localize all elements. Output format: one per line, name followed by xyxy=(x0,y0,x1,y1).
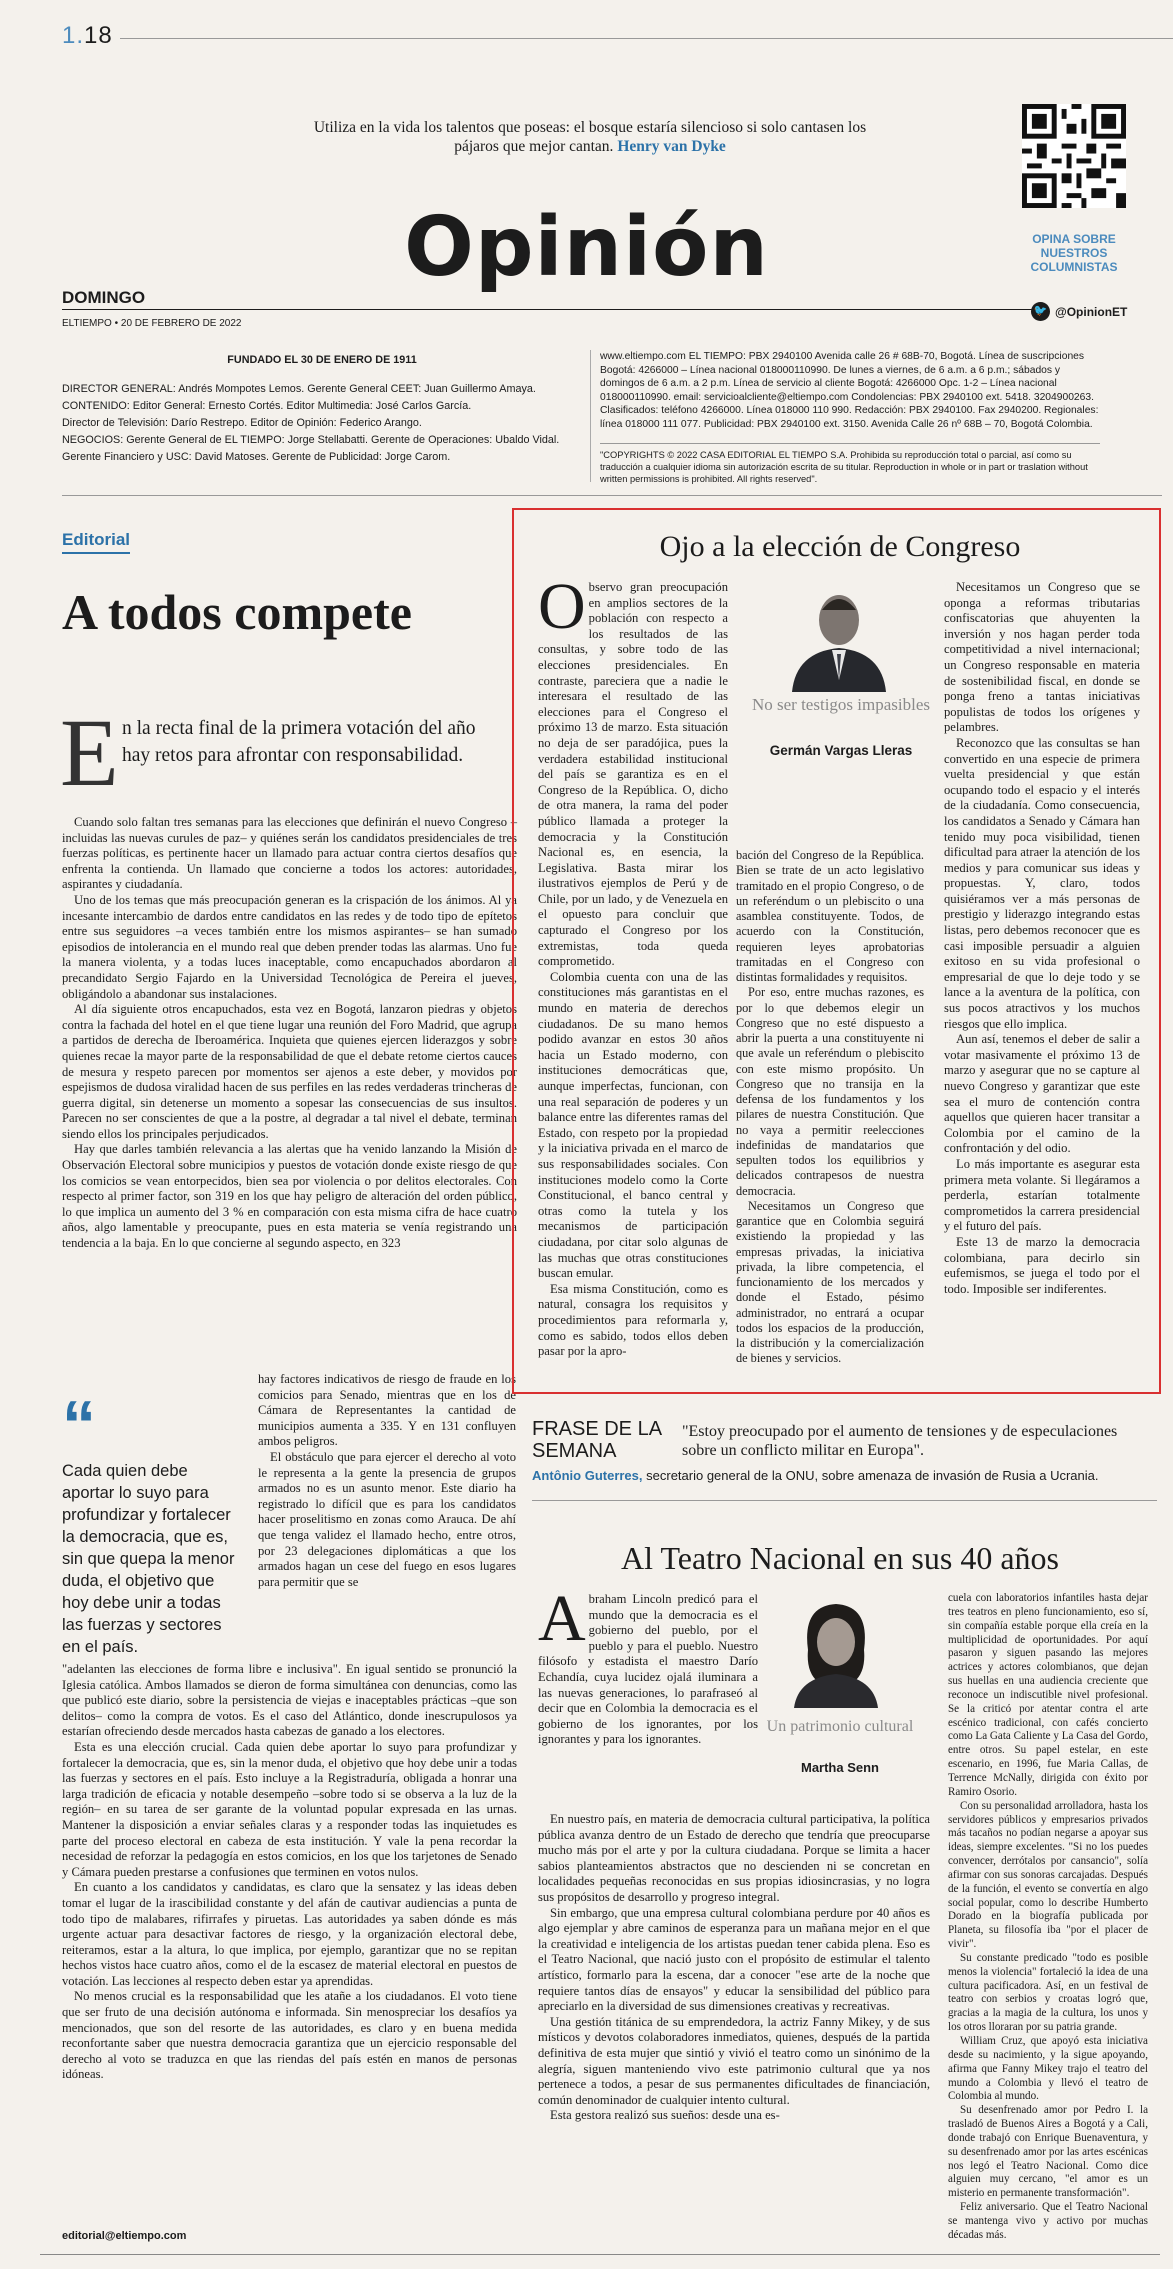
pull-quote-text: Cada quien debe aportar lo suyo para profundizar y fortalecer la democracia, que es, sin que quepa la menor duda, el objetivo que hoy debe unir a todas las fuerzas y sectores en el país. xyxy=(62,1462,235,1656)
paragraph: En cuanto a los candidatos y candidatas, es claro que la sensatez y las ideas deben tomar el lugar de la irascibilidad constante y del afán de cautivar audiencias a punta de todo tipo de malabares, rifirrafes y piruetas. Las autoridades ya saben dónde es más urgente actuar para desactivar factores de riesgo, y la organización electoral debe, reiteramos, estar a la altura, lo que implica, por ejemplo, garantizar que no se repitan hechos vistos hace cuatro años, como el de la escasez de material electoral en puestos de votación. Las lecciones al respecto deben estar ya aprendidas. xyxy=(62,1880,517,1988)
paragraph: Aun así, tenemos el deber de salir a votar masivamente el próximo 13 de marzo y asegurar que no se capture al nuevo Congreso y garantizar que este sea el muro de contención contra aquellos que quieren hacer transitar a Colombia por el camino de la confrontación y del odio. xyxy=(944,1032,1140,1156)
epigraph-text: Utiliza en la vida los talentos que poseas: el bosque estaría silencioso si solo cantasen los pájaros que mejor cantan. xyxy=(313,119,867,155)
qr-caption: OPINA SOBRE NUESTROS COLUMNISTAS xyxy=(1030,232,1118,274)
frase-source-name: Antônio Guterres, xyxy=(532,1468,643,1483)
epigraph-author: Henry van Dyke xyxy=(617,138,726,155)
qr-code[interactable] xyxy=(1022,104,1126,208)
staff-divider xyxy=(590,350,591,482)
pull-quote xyxy=(62,1387,242,1658)
staff-line: Director de Televisión: Darío Restrepo. Editor de Opinión: Federico Arango. xyxy=(62,417,422,429)
paragraph: bación del Congreso de la República. Bien se trate de un acto legislativo tramitado en el propio Congreso, o de un referéndum o un plebiscito o una asamblea constituyente. Todos, de acuerdo con la Constitución, requieren leyes aprobatorias tramitadas en el Congreso con distintas formalidades y requisitos. xyxy=(736,848,924,984)
editorial-drop-cap: E xyxy=(60,699,119,806)
column-title: Ojo a la elección de Congreso xyxy=(659,530,1021,563)
paragraph: cuela con laboratorios infantiles hasta dejar tres teatros en pleno funcionamiento, eso sí, sin compañía estable porque ella creía en la multiplicidad de oportunidades. Por aquí pasaron y siguen pasando las mejores actrices y actores colombianos, que dejan sus huellas en una audiencia creciente que reconoce un indiscutible nivel profesional. Se la criticó por atentar contra el arte escénico tradicional, con cafés concierto como La Gata Caliente y La Casa del Gordo, entre otros. Su papel estelar, en este escenario, en 1996, fue Maria Callas, de Terrence McNally, dirigida con éxito por Ramiro Osorio. xyxy=(948,1592,1148,1798)
editorial-title: A todos compete xyxy=(62,584,412,640)
paragraph: Esta gestora realizó sus sueños: desde una es- xyxy=(550,2108,780,2123)
paragraph: William Cruz, que apoyó esta iniciativa desde su nacimiento, y la sigue apoyando, afirma que Fanny Mikey trajo el teatro del mundo a Colombia y llevó el teatro de Colombia al mundo. xyxy=(948,2035,1148,2103)
founded-line: FUNDADO EL 30 DE ENERO DE 1911 xyxy=(227,354,417,366)
paragraph: Esta es una elección crucial. Cada quien debe aportar lo suyo para profundizar y fortalecer la democracia, que es, sin la menor duda, el objetivo que hoy debe unir a todas las fuerzas y sectores en el país. Esto incluye a la Registraduría, obligada a honrar una larga tradición de eficacia y notable desempeño –sobre todo si se observa a la luz de la región– en su tarea de ser garante de la voluntad popular expresada en las urnas. Mantener la disposición a enviar señales claras y a responder todas las inquietudes es parte del proceso electoral en cabeza de esta institución. Y vale la pena recordar la necesidad de reforzar la pedagogía en estos comicios, en los que los tarjetones de Senado y Cámara pueden prestarse a confusiones que terminen en votos nulos. xyxy=(62,1739,517,1879)
paragraph: No menos crucial es la responsabilidad que les atañe a los ciudadanos. El voto tiene que ser fruto de una decisión autónoma e informada. Sin menospreciar los desafíos ya mencionados, que son del resorte de las autoridades, es claro y en buena medida reconfortante saber que nuestra democracia garantiza que un ejercicio responsable del derecho al voto se traduzca en que las riendas del país estén en manos de personas idóneas. xyxy=(62,1989,517,2082)
staff-line: CONTENIDO: Editor General: Ernesto Cortés. Editor Multimedia: José Carlos García. xyxy=(62,400,472,412)
paragraph: Lo más importante es asegurar esta primera meta volante. Si llegáramos a perderla, estarían totalmente comprometidos la carrera presidencial y el futuro del país. xyxy=(944,1156,1140,1234)
paragraph: Con su personalidad arrolladora, hasta los servidores públicos y empresarios privados más tacaños no podían negarse a apoyar sus ideas, siempre excelentes. "Si no los puedes convencer, derrótalos por cansancio", solía afirmar con sus sonoras carcajadas. Después de la función, el evento se convertía en algo social popular, como lo describe Humberto Dorado en la biografía publicada por Planeta, su filosofía iba "por el placer de vivir". xyxy=(948,1799,1148,1951)
staff-line: DIRECTOR GENERAL: Andrés Mompotes Lemos. Gerente General CEET: Juan Guillermo Amaya. xyxy=(62,383,536,395)
paragraph: Colombia cuenta con una de las constituciones más garantistas en el mundo en materia de derechos ciudadanos. De su mano hemos podido avanzar en estos 30 años hacia un Estado moderno, con instituciones democráticas que, aunque imperfectas, funcionan, con una real separación de poderes y un balance entre las diferentes ramas del Estado, con respeto por la propiedad y la iniciativa privada en el marco de sus responsabilidades sociales. Con instituciones modelo como la Corte Constitucional, el banco central y otras como la tutela y los mecanismos de participación ciudadana, por citar solo algunas de las muchas que otras constituciones buscan emular. xyxy=(538,969,728,1281)
staff-line: NEGOCIOS: Gerente General de EL TIEMPO: Jorge Stellabatti. Gerente de Operaciones: Ubaldo Vidal. xyxy=(62,434,560,446)
author-portrait xyxy=(772,580,906,692)
paragraph: Feliz aniversario. Que el Teatro Nacional se mantenga vivo y activo por muchas décadas más. xyxy=(948,2201,1148,2241)
frase-rule xyxy=(532,1500,1157,1501)
column-text-b xyxy=(736,848,924,1367)
paragraph: Necesitamos un Congreso que garantice que en Colombia seguirá existiendo la propiedad y las empresas privadas, la iniciativa privada, la libre competencia, el funcionamiento de los mercados y donde el Estado, pésimo administrador, no entrará a ocupar todos los espacios de la producción, la distribución y la comercialización de bienes y servicios. xyxy=(736,1198,924,1366)
drop-cap: O xyxy=(538,570,586,643)
paragraph: Su constante predicado "todo es posible menos la violencia" fortaleció la idea de una cultura pacificadora. Así, en un festival de teatro con serbios y croatas logró que, gracias a la magia de la cultura, los unos y los otros lloraran por su patria grande. xyxy=(948,1951,1148,2034)
frase-quote: "Estoy preocupado por el aumento de tensiones y de especulaciones sobre un conflicto militar en Europa". xyxy=(682,1423,1118,1459)
paragraph: braham Lincoln predicó para el mundo que la democracia es el gobierno del pueblo, por el pueblo y para el pueblo. Nuestro filósofo y estadista el maestro Darío Echandía, cuya lucidez ojalá iluminara a las nuevas generaciones, lo parafraseó al decir que en Colombia la democracia es el gobierno de los ignorantes, por los ignorantes y para los ignorantes. xyxy=(538,1592,758,1747)
photo-caption: Un patrimonio cultural xyxy=(766,1718,914,1735)
contact-info: www.eltiempo.com EL TIEMPO: PBX 2940100 Avenida calle 26 # 68B-70, Bogotá. Línea de suscripciones Bogotá: 4266000 – Línea nacional 018000110990. De lunes a viernes, de 6 a.m. a 6 p.m.; sábados y domingos de 6 a.m. a 2 p.m. Línea de servicio al cliente Bogotá: 4266000 Opc. 1-2 – Línea nacional 018000110990. email: servicioalcliente@eltiempo.com Condolencias: PBX 2940100 ext. 5418. 3204900263. Clasificados: teléfono 4266000. Línea 018000 110 990. Redacción: PBX 2940100. Fax 2940200. Regionales: línea 018000 111 077. Publicidad: PBX 2940100 ext. 3150. Avenida Calle 26 nº 68B – 70, Bogotá Colombia. xyxy=(600,351,1099,430)
photo-caption: No ser testigos impasibles xyxy=(751,695,930,714)
paragraph: Al día siguiente otros encapuchados, esta vez en Bogotá, lanzaron piedras y objetos contra la fachada del hotel en el que tiene lugar una reunión del Foro Madrid, que agrupa a partidos de derecha de Iberoamérica. Inquieta que quienes ejercen liderazgos y sobre quienes recae la mayor parte de la responsabilidad de que el debate retome ciertos cauces de mesura y respeto parecen por momentos ser ajenos a este deber, y movidos por espejismos de dudosa viralidad hacen de sus perfiles en las redes verdaderas trincheras de guerra digital, sin detenerse un momento a sopesar las consecuencias de sus insultos. Parecen no ser conscientes de que a la postre, al degradar a tal nivel el debate, terminan siendo ellos los principales perjudicados. xyxy=(62,1002,517,1141)
paragraph: Por eso, entre muchas razones, es por lo que debemos elegir un Congreso que no esté dispuesto a abrir la puerta a una constituyente ni que avale un referéndum o plebiscito con este mismo propósito. Un Congreso que no transija en la defensa de los fundamentos y los pilares de nuestra Constitución. Que no vaya a permitir reelecciones indefinidas de mandatarios que sepulten todos los equilibrios y delicados contrapesos de nuestra democracia. xyxy=(736,985,924,1198)
frase-label: FRASE DE LA SEMANA xyxy=(532,1418,661,1462)
paragraph: Necesitamos un Congreso que se oponga a reformas tributarias confiscatorias que ahuyenten la inversión y nos hagan perder toda competitividad a nivel internacional; un Congreso responsable en materia de sostenibilidad fiscal, en donde se ponga freno a tantas iniciativas populistas de todos los orígenes y pelambres. xyxy=(944,580,1140,735)
frase-source-desc: secretario general de la ONU, sobre amenaza de invasión de Rusia a Ucrania. xyxy=(646,1468,1099,1483)
epigraph xyxy=(300,118,880,156)
masthead-rule xyxy=(62,309,1032,310)
column-text-a xyxy=(538,570,728,1360)
editorial-body-narrow xyxy=(258,1372,516,1590)
page-number: 1.18 xyxy=(62,22,113,49)
editorial-body xyxy=(62,815,517,1252)
contact-box xyxy=(600,350,1100,485)
section-masthead: Opinión xyxy=(404,200,769,295)
column-title: Al Teatro Nacional en sus 40 años xyxy=(621,1540,1059,1576)
twitter-label: @OpinionET xyxy=(1055,304,1128,319)
paragraph: En nuestro país, en materia de democracia cultural participativa, la política pública avanza dentro de un Estado de derecho que tendría que preocuparse mucho más por el arte y por la cultura ciudadana. Porque se limita a hacer sabios planteamientos abstractos que no descienden ni se concretan en localidades pequeñas reconocidas en sus propias idiosincrasias, y no logra sus propósitos de desarrollo y progreso integral. xyxy=(538,1812,930,1904)
paragraph: Esa misma Constitución, como es natural, consagra los requisitos y procedimientos para reformarla y, como es sabido, todos ellos deben pasar por la apro- xyxy=(538,1281,728,1359)
column-author: Martha Senn xyxy=(800,1760,879,1775)
dateline: ELTIEMPO • 20 DE FEBRERO DE 2022 xyxy=(62,318,242,329)
paragraph: Hay que darles también relevancia a las alertas que ha venido lanzando la Misión de Observación Electoral sobre municipios y puestos de votación donde existe riesgo de que los comicios se vean entorpecidos, bien sea por violencia o por delitos electorales. Con respecto al primer factor, son 319 en los que hay peligro de alteración del orden público, lo que implica un aumento del 3 % en comparación con esta misma cifra de hace cuatro años, algo lamentable y preocupante, pues en esta materia se venía registrando una tendencia a la baja. En lo que concierne al segundo aspecto, en 323 xyxy=(62,1142,517,1251)
paragraph: Su desenfrenado amor por Pedro I. la trasladó de Buenos Aires a Bogotá y a Cali, donde trabajó con Enrique Buenaventura, y su desenfrenado amor por las artes escénicas nos legó el Teatro Nacional. Como dice alguien muy cercano, "el amor es un misterio en permanente transformación". xyxy=(948,2104,1148,2200)
quote-mark-icon: “ xyxy=(62,1387,96,1463)
twitter-icon: 🐦 xyxy=(1031,302,1050,321)
editorial-email[interactable]: editorial@eltiempo.com xyxy=(62,2230,187,2242)
paragraph: Reconozco que las consultas se han convertido en una especie de primera vuelta presidencial y que están ocupando todo el espacio y el interés de la ciudadanía. Como consecuencia, los candidatos a Senado y Cámara han tenido muy poca visibilidad, tienen dificultad para atraer la atención de los medios y para comunicar sus ideas y propuestas. Y, claro, todos quisiéramos ver a más personas de prestigio y liderazgo integrando estas listas, pero debemos reconocer que es casi imposible persuadir a alguien exitoso en su vida profesional o empresarial de que lo deje todo y se lance a la aventura de la política, con sus pocos atractivos y los muchos riesgos que ello implica. xyxy=(944,735,1140,1031)
staff-box xyxy=(62,352,582,466)
editorial-label: Editorial xyxy=(62,530,130,554)
editorial-body-continued xyxy=(62,1662,517,2083)
paragraph: Una gestión titánica de su emprendedora, la actriz Fanny Mikey, y de sus místicos y devotos colaboradores inmediatos, quienes, después de la partida definitiva de esta mujer que sintió y vivió el teatro como un sinónimo de la alegría, siguen manteniendo vivo este patrimonio cultural que ya nos pertenece a todos, a pesar de sus permanentes dificultades de financiación, común denominador de cualquier intento cultural. xyxy=(538,2014,930,2107)
top-rule xyxy=(120,38,1173,39)
paragraph: Este 13 de marzo la democracia colombiana, para decirlo sin eufemismos, se juega el todo por el todo. Imposible ser indiferentes. xyxy=(944,1234,1140,1296)
section-rule xyxy=(62,495,1162,496)
twitter-handle[interactable] xyxy=(1031,302,1127,321)
column2-text-b xyxy=(538,1812,930,2124)
copyright: "COPYRIGHTS © 2022 CASA EDITORIAL EL TIEMPO S.A. Prohibida su reproducción total o parcial, así como su traducción a cualquier idioma sin autorización escrita de su titular. Reproduction in whole or in part or traslation without written permissions is prohibited. All rights reserved". xyxy=(600,443,1100,485)
paragraph: Uno de los temas que más preocupación generan es la crispación de los ánimos. Al ya incesante intercambio de dardos entre candidatos en las redes y de todo tipo de epítetos entre sus seguidores –a veces también entre los mismos aspirantes– se han sumado episodios de intolerancia en el mundo real que deben prender todas las alarmas. Uno fue la manera violenta, y a todas luces inaceptable, como encapuchados abordaron al precandidato Sergio Fajardo en la Universidad Tecnológica de Pereira el jueves, obligándolo a abandonar sus instalaciones. xyxy=(62,892,517,1001)
bottom-rule xyxy=(40,2254,1160,2255)
column-text-c xyxy=(944,580,1140,1297)
staff-line: Gerente Financiero y USC: David Matoses. Gerente de Publicidad: Jorge Carom. xyxy=(62,451,451,463)
paragraph: El obstáculo que para ejercer el derecho al voto le representa a la gente la presencia de grupos armados no es un asunto menor. Este diario ha registrado lo difícil que es para los candidatos hacer proselitismo en zonas como Arauca. De ahí que tenga validez el llamado hecho, entre otros, por 23 delegaciones diplomáticas a que los armados hagan un cese del fuego en esos lugares para permitir que se xyxy=(258,1449,516,1589)
editorial-lead: n la recta final de la primera votación del año hay retos para afrontar con responsabilidad. xyxy=(122,718,476,766)
column-author: Germán Vargas Lleras xyxy=(769,743,913,758)
paragraph: "adelanten las elecciones de forma libre e inclusiva". En igual sentido se pronunció la Iglesia católica. Ambos llamados se dieron de forma simultánea con denuncias, como las que publicó este diario, sobre la persistencia de viejas e inaceptables prácticas –que son delitos– como la compra de votos. Es el caso del Atlántico, donde inescrupulosos ya estarían ofreciendo desde mercados hasta cabezas de ganado a los electores. xyxy=(62,1662,517,1739)
column2-text-a xyxy=(538,1582,758,1748)
drop-cap: A xyxy=(538,1582,586,1655)
column2-text-c xyxy=(948,1592,1148,2243)
paragraph: bservo gran preocupación en amplios sectores de la población con respecto a los resultados de las consultas, y sobre todo de las elecciones presidenciales. En contraste, pareciera que a nadie le interesara el resultado de las elecciones para el Congreso el próximo 13 de marzo. Esta situación no deja de ser paradójica, pues la verdadera estabilidad institucional del país se garantiza es en el Congreso de la República. O, dicho de otra manera, la rama del poder público llamada a proteger la democracia y la Constitución Nacional es, en esencia, la Legislativa. Basta mirar los ilustrativos ejemplos de Perú y de Chile, por un lado, y de Venezuela en el opuesto para concluir que capturado el Congreso por los extremistas, toda queda comprometido. xyxy=(538,580,728,969)
paragraph: hay factores indicativos de riesgo de fraude en los comicios para Senado, mientras que en los de Cámara de Representantes la cantidad de municipios aumenta a 335. Y en 131 confluyen ambos peligros. xyxy=(258,1372,516,1449)
day-label: DOMINGO xyxy=(62,288,146,307)
author-portrait xyxy=(778,1590,894,1708)
frase-source xyxy=(532,1468,1162,1483)
paragraph: Cuando solo faltan tres semanas para las elecciones que definirán el nuevo Congreso –incluidas las nuevas curules de paz– y quiénes serán los candidatos presidenciales de tres fuerzas políticas, es pertinente hacer un llamado para actuar contra ciertos desafíos que enfrenta la contienda. Un llamado que concierne a todos los actores: autoridades, aspirantes y ciudadanía. xyxy=(62,815,517,892)
paragraph: Sin embargo, que una empresa cultural colombiana perdure por 40 años es algo ejemplar y abre caminos de esperanza para un mañana mejor en el que la creatividad e inteligencia de los artistas puedan tener cabida plena. Eso es el Teatro Nacional, que nació justo con el propósito de estimular el talento artístico, formarlo para la escena, dar a conocer "ese arte de la noche que requiere tantos días de ensayos" y educar la sensibilidad del público para apreciarlo en la diversidad de sus dimensiones creativas y recreativas. xyxy=(538,1905,930,2014)
